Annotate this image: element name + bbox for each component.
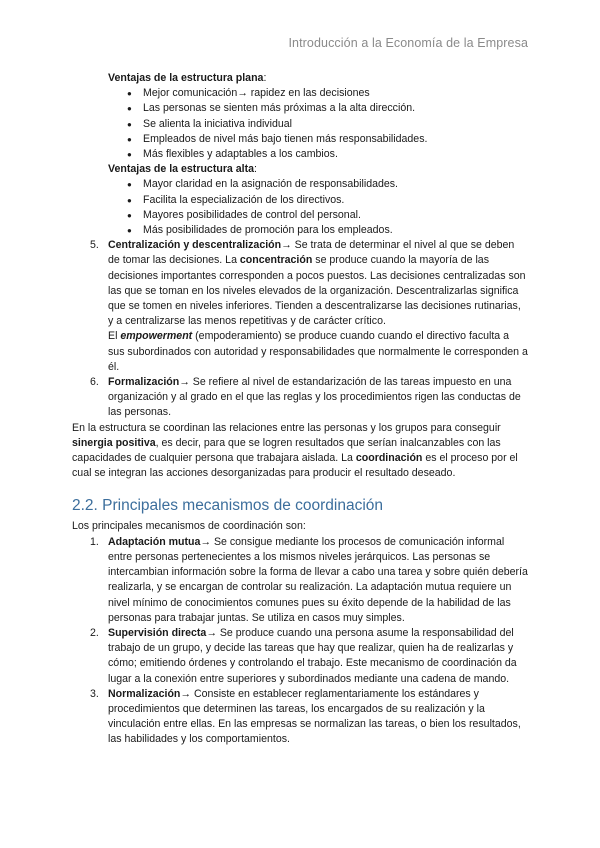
empowerment-prefix: El: [108, 330, 121, 343]
numbered-item-2: [72, 626, 528, 687]
coordination-paragraph: [72, 421, 528, 482]
alta-colon: :: [254, 163, 257, 176]
section-heading: 2.2. Principales mecanismos de coordinación: [72, 497, 384, 515]
plana-list: [72, 86, 528, 162]
list-item: ● Mejor comunicación→ rapidez en las decisiones: [72, 86, 528, 101]
empowerment-text: (empoderamiento) se produce cuando cuando el directivo faculta a sus subordinados con autoridad y responsabilidades que normalmente le corresponden a él.: [108, 330, 528, 373]
item-text: → Consiste en establecer reglamentariamente los estándares y procedimientos que determinen las tareas, los encargados de su realización y la vinculación entre ellas. En las empresas se normalizan las tareas, o bien los resultados, las habilidades y los comportamientos.: [108, 687, 521, 746]
item5-empowerment-paragraph: [108, 329, 528, 375]
item5-term: Centralización y descentralización: [108, 239, 282, 252]
para-bold-coordinacion: coordinación: [355, 452, 423, 465]
list-item: ● Se alienta la iniciativa individual: [72, 117, 528, 132]
item-term: Supervisión directa: [108, 626, 207, 639]
list-item: ● Facilita la especialización de los directivos.: [72, 193, 528, 208]
item-term: Normalización: [108, 687, 181, 700]
item-text: → Se produce cuando una persona asume la responsabilidad del trabajo de un grupo, y decide las tareas que hay que realizar, quien ha de realizarlas y cómo; emitiendo órdenes y controlando el trabajo. Este mecanismo de coordinación da lugar a la conexión entre superiores y subordinados mediante una cadena de mando.: [108, 626, 517, 685]
page-content: [72, 71, 528, 748]
list-item: ● Las personas se sienten más próximas a la alta dirección.: [72, 101, 528, 116]
item-term: Adaptación mutua: [108, 535, 201, 548]
list-item: ● Mayor claridad en la asignación de responsabilidades.: [72, 177, 528, 192]
section-intro: Los principales mecanismos de coordinación son:: [72, 520, 306, 533]
item-number: 2.: [90, 626, 99, 639]
item-paragraph: [108, 535, 528, 626]
item-text: → Se consigue mediante los procesos de comunicación informal entre personas pertenecientes a los mismos niveles jerárquicos. Las personas se intercambian información sobre la forma de llevar a cabo una tarea y sobre quién debería realizarla, y se encargan de controlar su realización. La adaptación mutua requiere un nivel mínimo de conocimientos comunes pues su éxito depende de la habilidad de las personas para trabajar juntas. Se utiliza en casos muy simples.: [108, 535, 528, 624]
item6-term: Formalización: [108, 376, 180, 389]
empowerment-term: empowerment: [120, 330, 193, 343]
item5-paragraph: [108, 238, 528, 329]
list-item: ● Más flexibles y adaptables a los cambios.: [72, 147, 528, 162]
item-paragraph: [108, 626, 528, 687]
para-text-1: En la estructura se coordinan las relaciones entre las personas y los grupos para conseguir: [72, 421, 501, 434]
para-text-2: , es decir, para que se logren resultados que serían inalcanzables con las capacidades de cualquier persona que trabajara aislada. La: [72, 436, 501, 465]
running-header: Introducción a la Economía de la Empresa: [288, 36, 528, 50]
para-bold-sinergia: sinergia positiva: [72, 436, 156, 449]
item5-text-1: → Se trata de determinar el nivel al que se deben de tomar las decisiones. La: [108, 239, 515, 267]
item-number: 6.: [90, 376, 99, 389]
item-number: 3.: [90, 687, 99, 700]
item5-text-2: se produce cuando la mayoría de las decisiones importantes corresponden a pocos puestos. Las decisiones centralizadas son las que se toman en los niveles elevados de la organización. Descentralizarlas significa que se tomen en niveles inferiores. Tienden a descentralizarse las decisiones rutinarias, y a centralizarse las menos repetitivas y de carácter crítico.: [108, 254, 526, 328]
plana-title: Ventajas de la estructura plana: [108, 72, 264, 84]
numbered-item-3: [72, 687, 528, 748]
item-number: 5.: [90, 239, 99, 252]
list-item: ● Más posibilidades de promoción para los empleados.: [72, 223, 528, 238]
item6-text: → Se refiere al nivel de estandarización de las tareas impuesto en una organización y al grado en el que las reglas y los procedimientos rigen las conductas de las personas.: [108, 376, 521, 419]
alta-title: Ventajas de la estructura alta: [108, 163, 255, 176]
plana-colon: :: [263, 72, 267, 84]
numbered-item-1: [72, 535, 528, 626]
alta-heading: [72, 162, 528, 177]
plana-heading: [72, 71, 528, 86]
item-paragraph: [108, 687, 528, 748]
list-item: ● Empleados de nivel más bajo tienen más responsabilidades.: [72, 132, 528, 147]
item5-bold-concentracion: concentración: [239, 254, 313, 267]
numbered-item-6: [72, 375, 528, 421]
item-number: 1.: [90, 535, 99, 548]
list-item: ● Mayores posibilidades de control del personal.: [72, 208, 528, 223]
para-text-3: es el proceso por el cual se integran las acciones desorganizadas para producir el resultado deseado.: [72, 452, 518, 480]
numbered-item-5: [72, 238, 528, 375]
alta-list: [72, 177, 528, 238]
item6-paragraph: [108, 375, 528, 421]
